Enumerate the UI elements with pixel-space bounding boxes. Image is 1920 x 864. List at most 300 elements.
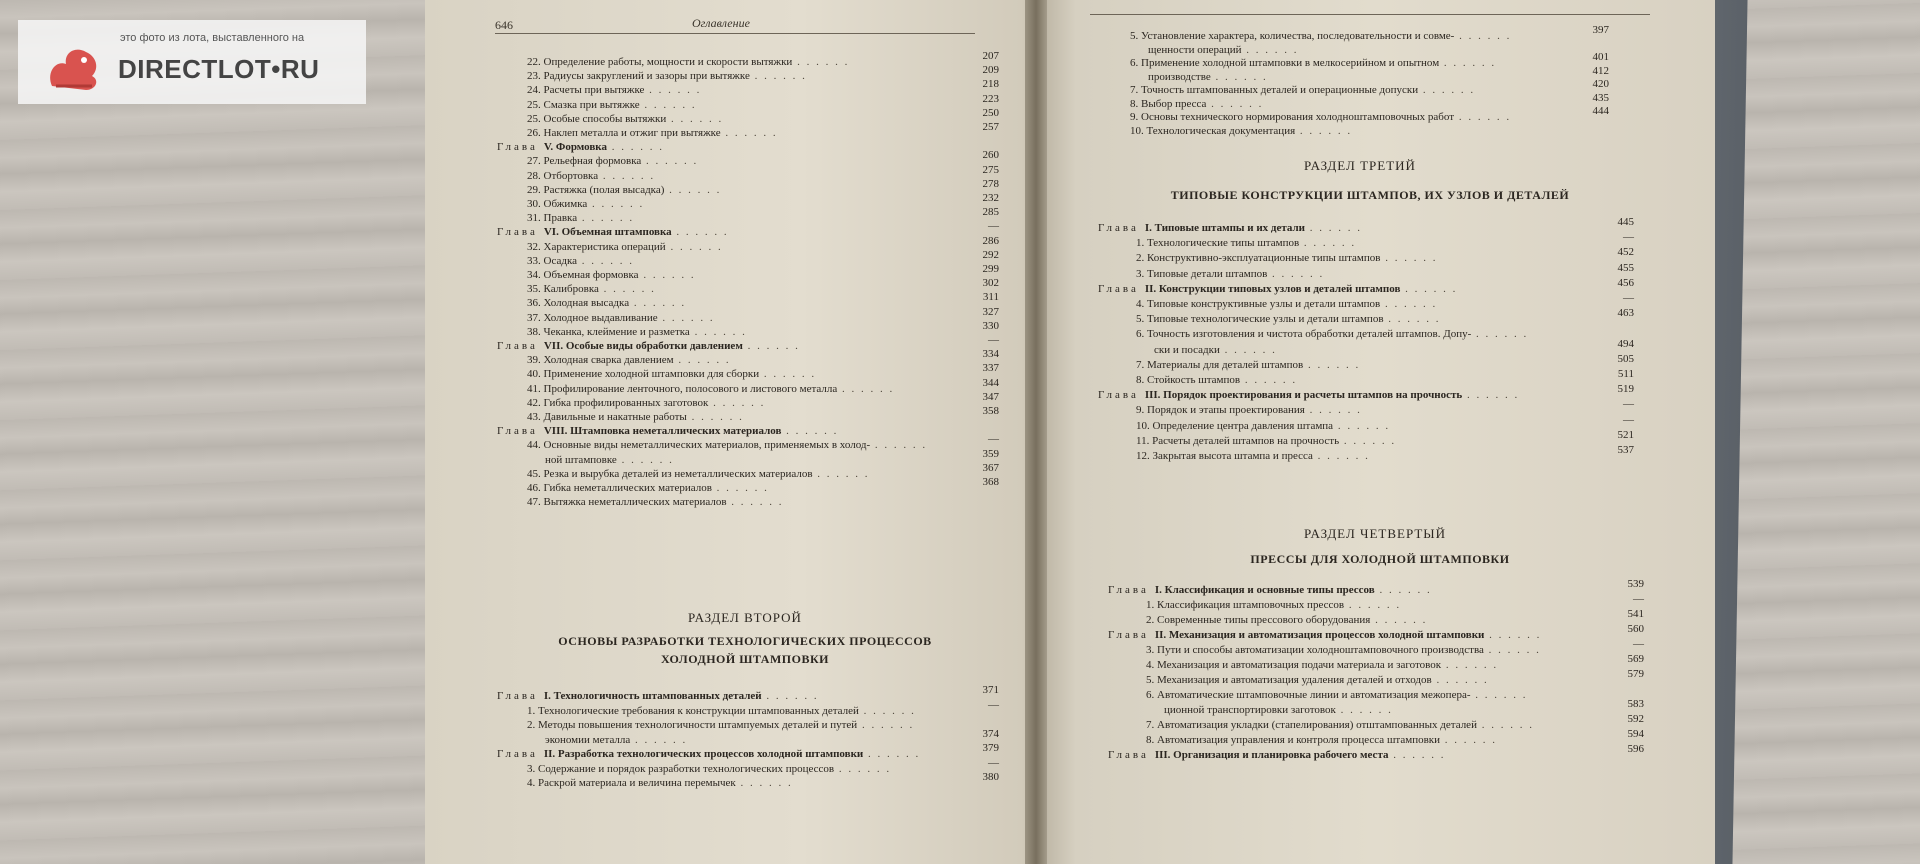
toc-page-number: 374 <box>982 727 999 740</box>
leader-dots: . . . . . . <box>720 127 778 139</box>
toc-page-number: 539 <box>1627 578 1644 590</box>
leader-dots: . . . . . . <box>686 411 744 423</box>
leader-dots: . . . . . . <box>1418 84 1476 96</box>
leader-dots: . . . . . . <box>792 56 850 68</box>
toc-page-number: 223 <box>982 92 999 105</box>
chapter-label: Глава <box>497 141 538 154</box>
section-heading: РАЗДЕЛ ВТОРОЙ <box>688 610 802 625</box>
leader-dots: . . . . . . <box>1210 70 1268 83</box>
toc-entry-row <box>527 705 987 717</box>
toc-entry-row <box>1136 252 1626 264</box>
toc-chapter-row <box>497 748 957 760</box>
toc-entry-row <box>1130 57 1600 69</box>
toc-entry-text: 26. Наклеп металла и отжиг при вытяжке <box>527 127 721 139</box>
book-gutter <box>1025 0 1047 864</box>
toc-entry-row <box>1146 644 1636 656</box>
toc-entry-text: 46. Гибка неметаллических материалов <box>527 482 712 494</box>
toc-chapter-row <box>497 425 957 437</box>
toc-page-number: — <box>1623 413 1634 426</box>
watermark-caption: это фото из лота, выставленного на <box>120 32 305 44</box>
toc-entry-row <box>527 439 987 451</box>
toc-entry-row <box>527 312 987 324</box>
leader-dots: . . . . . . <box>1470 689 1528 701</box>
toc-page-number: 209 <box>982 64 999 77</box>
leader-dots: . . . . . . <box>1344 599 1402 611</box>
toc-entry-row <box>527 255 987 267</box>
leader-dots: . . . . . . <box>598 169 656 182</box>
toc-page-number: 444 <box>1592 105 1609 117</box>
toc-chapter-row <box>1098 389 1588 401</box>
toc-page-number: 278 <box>982 177 999 190</box>
leader-dots: . . . . . . <box>666 112 724 125</box>
leader-dots: . . . . . . <box>1388 749 1446 761</box>
toc-page-number: 412 <box>1592 64 1609 77</box>
toc-page-number: 397 <box>1592 24 1609 36</box>
leader-dots: . . . . . . <box>837 382 895 395</box>
running-title: Оглавление <box>692 16 750 30</box>
toc-page-number: 569 <box>1627 653 1644 665</box>
toc-page-number: 445 <box>1617 216 1634 228</box>
leader-dots: . . . . . . <box>1370 614 1428 626</box>
toc-entry-text: 3. Содержание и порядок разработки технологических процессов <box>527 762 835 775</box>
toc-entry-text: 6. Автоматические штамповочные линии и автоматизация межопера- <box>1146 689 1471 701</box>
leader-dots: . . . . . . <box>1339 434 1397 447</box>
toc-page-number: 380 <box>982 771 999 783</box>
toc-entry-row <box>1136 359 1626 371</box>
toc-page-number: 250 <box>982 106 999 119</box>
leader-dots: . . . . . . <box>1240 374 1298 386</box>
chapter-label: Глава <box>1108 629 1149 641</box>
toc-page-number: — <box>988 334 999 346</box>
toc-page-number: — <box>1623 398 1634 411</box>
page-number: 646 <box>495 18 513 32</box>
toc-entry-row <box>545 734 1005 746</box>
toc-entry-row <box>527 70 987 82</box>
chapter-label: Глава <box>497 226 538 239</box>
leader-dots: . . . . . . <box>1483 644 1541 656</box>
toc-entry-text: ционной транспортировки заготовок <box>1164 704 1336 716</box>
leader-dots: . . . . . . <box>664 183 722 196</box>
leader-dots: . . . . . . <box>735 777 793 789</box>
toc-entry-row <box>545 454 1005 466</box>
toc-entry-text: VIII. Штамповка неметаллических материалов <box>543 425 782 438</box>
toc-entry-row <box>527 155 987 167</box>
toc-entry-text: 7. Материалы для деталей штампов <box>1136 358 1304 371</box>
toc-page-number: 344 <box>982 376 999 389</box>
leader-dots: . . . . . . <box>1400 282 1458 295</box>
leader-dots: . . . . . . <box>644 84 702 97</box>
toc-entry-row <box>527 368 987 380</box>
toc-entry-row <box>527 496 987 508</box>
toc-entry-text: 38. Чеканка, клеймение и разметка <box>527 325 690 338</box>
leader-dots: . . . . . . <box>598 283 656 296</box>
section-title: ПРЕССЫ ДЛЯ ХОЛОДНОЙ ШТАМПОВКИ <box>1250 552 1510 566</box>
toc-entry-row <box>527 411 987 423</box>
toc-page-number: 401 <box>1592 51 1609 63</box>
toc-entry-row <box>527 719 987 731</box>
toc-page-number: 537 <box>1617 444 1634 456</box>
toc-entry-text: 30. Обжимка <box>527 198 588 210</box>
leader-dots: . . . . . . <box>1303 358 1361 371</box>
toc-page-number: 218 <box>982 78 999 91</box>
leader-dots: . . . . . . <box>1476 719 1534 731</box>
toc-entry-text: производстве <box>1148 70 1211 83</box>
toc-entry-row <box>527 184 987 196</box>
toc-entry-text: 4. Типовые конструктивные узлы и детали штампов <box>1136 298 1381 310</box>
toc-entry-text: II. Конструкции типовых узлов и деталей штампов <box>1144 282 1401 295</box>
toc-entry-row <box>1136 298 1626 310</box>
toc-entry-row <box>1148 71 1618 83</box>
leader-dots: . . . . . . <box>749 70 807 83</box>
toc-page-number: 260 <box>982 149 999 162</box>
toc-page-number: — <box>988 220 999 233</box>
toc-chapter-row <box>1108 584 1598 596</box>
leader-dots: . . . . . . <box>870 439 928 452</box>
toc-entry-row <box>1136 313 1626 325</box>
toc-page-number: 292 <box>982 248 999 261</box>
toc-entry-row <box>1130 30 1600 42</box>
toc-entry-text: 6. Применение холодной штамповки в мелкосерийном и опытном <box>1130 57 1440 69</box>
toc-page-number: 286 <box>982 234 999 247</box>
toc-page-number: 207 <box>982 50 999 62</box>
toc-page-number: 334 <box>982 348 999 361</box>
toc-entry-text: 6. Точность изготовления и чистота обработки деталей штампов. Допу- <box>1136 328 1472 341</box>
toc-page-number: 494 <box>1617 337 1634 350</box>
toc-entry-row <box>527 326 987 338</box>
leader-dots: . . . . . . <box>1454 30 1512 42</box>
chapter-label: Глава <box>1098 282 1139 295</box>
toc-entry-text: 37. Холодное выдавливание <box>527 311 658 324</box>
toc-page-number: 511 <box>1617 368 1634 380</box>
toc-entry-text: 12. Закрытая высота штампа и пресса <box>1136 450 1313 462</box>
leader-dots: . . . . . . <box>671 226 729 239</box>
section-title: ТИПОВЫЕ КОНСТРУКЦИИ ШТАМПОВ, ИХ УЗЛОВ И ДЕТАЛЕЙ <box>1170 188 1570 202</box>
toc-chapter-row <box>1108 629 1598 641</box>
toc-page-number: 299 <box>982 263 999 275</box>
toc-entry-text: III. Организация и планировка рабочего места <box>1154 749 1389 761</box>
leader-dots: . . . . . . <box>577 254 634 267</box>
leader-dots: . . . . . . <box>1241 43 1299 56</box>
toc-entry-text: 4. Механизация и автоматизация подачи материала и заготовок <box>1146 659 1442 671</box>
leader-dots: . . . . . . <box>1206 97 1264 110</box>
toc-entry-text: VI. Объемная штамповка <box>543 226 672 239</box>
toc-page-number: — <box>988 756 999 769</box>
leader-dots: . . . . . . <box>1462 389 1520 402</box>
toc-page-number: 420 <box>1592 78 1609 90</box>
toc-page-number: 330 <box>982 319 999 332</box>
toc-page-number: 579 <box>1627 668 1644 680</box>
toc-entry-row <box>527 269 987 281</box>
toc-entry-text: 24. Расчеты при вытяжке <box>527 84 645 97</box>
toc-entry-text: II. Механизация и автоматизация процессов холодной штамповки <box>1154 629 1485 641</box>
leader-dots: . . . . . . <box>1333 419 1391 432</box>
toc-entry-row <box>527 99 987 111</box>
toc-page-number: — <box>1623 292 1634 304</box>
section-heading: РАЗДЕЛ ТРЕТИЙ <box>1304 158 1416 173</box>
leader-dots: . . . . . . <box>1380 252 1438 265</box>
leader-dots: . . . . . . <box>1431 674 1489 686</box>
toc-page-number: 463 <box>1617 307 1634 320</box>
toc-page-number: — <box>1633 638 1644 650</box>
leader-dots: . . . . . . <box>726 496 784 509</box>
toc-entry-row <box>527 56 987 68</box>
toc-entry-text: 3. Пути и способы автоматизации холодноштамповочного производства <box>1146 644 1484 656</box>
toc-page-number: — <box>1633 593 1644 605</box>
leader-dots: . . . . . . <box>689 325 747 338</box>
toc-entry-row <box>527 84 987 96</box>
toc-entry-text: 7. Точность штампованных деталей и операционные допуски <box>1130 84 1419 96</box>
toc-page-number: 232 <box>982 192 999 204</box>
leader-dots: . . . . . . <box>1299 237 1357 250</box>
leader-dots: . . . . . . <box>1441 659 1499 671</box>
toc-entry-text: 27. Рельефная формовка <box>527 155 642 168</box>
toc-page-number: 358 <box>982 405 999 417</box>
leader-dots: . . . . . . <box>1312 450 1370 462</box>
leader-dots: . . . . . . <box>616 453 674 466</box>
toc-page-number: 311 <box>982 291 999 304</box>
toc-chapter-row <box>497 340 957 352</box>
toc-page-number: 257 <box>982 121 999 133</box>
toc-entry-row <box>1164 704 1654 716</box>
toc-page-number: 592 <box>1627 713 1644 725</box>
header-rule <box>495 33 975 34</box>
toc-entry-text: 25. Смазка при вытяжке <box>527 98 640 111</box>
toc-entry-row <box>1136 237 1626 249</box>
leader-dots: . . . . . . <box>638 269 696 281</box>
toc-entry-text: I. Классификация и основные типы прессов <box>1154 584 1375 596</box>
leader-dots: . . . . . . <box>1304 404 1362 417</box>
toc-entry-text: 2. Конструктивно-эксплуатационные типы штампов <box>1136 252 1381 265</box>
toc-entry-text: 11. Расчеты деталей штампов на прочность <box>1136 434 1340 447</box>
toc-entry-text: 43. Давильные и накатные работы <box>527 411 687 423</box>
leader-dots: . . . . . . <box>1335 704 1393 716</box>
toc-entry-text: 3. Типовые детали штампов <box>1136 267 1268 280</box>
toc-entry-row <box>527 127 987 139</box>
toc-entry-row <box>1146 674 1636 686</box>
toc-entry-text: 40. Применение холодной штамповки для сборки <box>527 368 760 381</box>
leader-dots: . . . . . . <box>1380 298 1438 310</box>
toc-entry-row <box>527 468 987 480</box>
toc-page-number: 367 <box>982 461 999 474</box>
section-title: ОСНОВЫ РАЗРАБОТКИ ТЕХНОЛОГИЧЕСКИХ ПРОЦЕССОВ ХОЛОДНОЙ ШТАМПОВКИ <box>558 634 932 666</box>
chapter-label: Глава <box>1108 584 1149 596</box>
toc-chapter-row <box>1098 283 1588 295</box>
chapter-label: Глава <box>497 425 538 438</box>
toc-entry-text: 23. Радиусы закруглений и зазоры при вытяжке <box>527 70 750 83</box>
toc-chapter-row <box>1098 222 1588 234</box>
leader-dots: . . . . . . <box>606 141 664 154</box>
toc-entry-row <box>527 212 987 224</box>
toc-entry-text: 42. Гибка профилированных заготовок <box>527 396 709 409</box>
toc-entry-text: 1. Классификация штамповочных прессов <box>1146 599 1345 611</box>
chapter-label: Глава <box>1098 222 1139 234</box>
leader-dots: . . . . . . <box>742 340 800 352</box>
watermark-brand: DIRECTLOT•RU <box>118 54 320 84</box>
leader-dots: . . . . . . <box>857 719 915 731</box>
toc-entry-text: I. Типовые штампы и их детали <box>1144 222 1306 234</box>
toc-entry-text: 44. Основные виды неметаллических материалов, применяемых в холод- <box>527 439 871 452</box>
toc-page-number: 337 <box>982 362 999 375</box>
leader-dots: . . . . . . <box>761 690 819 702</box>
toc-entry-row <box>1146 659 1636 671</box>
toc-entry-text: 1. Технологические требования к конструкции штампованных деталей <box>527 704 859 717</box>
leader-dots: . . . . . . <box>812 467 870 480</box>
toc-entry-text: II. Разработка технологических процессов холодной штамповки <box>543 748 864 760</box>
chapter-label: Глава <box>497 690 538 702</box>
toc-entry-row <box>1146 734 1636 746</box>
toc-page-number: 379 <box>982 742 999 754</box>
toc-entry-text: 45. Резка и вырубка деталей из неметаллических материалов <box>527 467 813 480</box>
toc-entry-text: 29. Растяжка (полая высадка) <box>527 183 665 196</box>
toc-entry-row <box>1136 404 1626 416</box>
toc-page-number: — <box>1623 231 1634 244</box>
chapter-label: Глава <box>1108 749 1149 761</box>
toc-entry-row <box>1148 44 1618 56</box>
toc-entry-text: 8. Стойкость штампов <box>1136 374 1241 386</box>
toc-page-number: 596 <box>1627 743 1644 755</box>
toc-entry-row <box>1146 719 1636 731</box>
toc-entry-row <box>527 763 987 775</box>
toc-entry-text: 22. Определение работы, мощности и скорости вытяжки <box>527 56 793 68</box>
toc-entry-row <box>527 354 987 366</box>
toc-entry-text: 36. Холодная высадка <box>527 297 630 310</box>
toc-entry-row <box>527 383 987 395</box>
toc-page-number: 359 <box>982 447 999 460</box>
toc-page-number: 505 <box>1617 352 1634 365</box>
toc-entry-text: 5. Типовые технологические узлы и детали штампов <box>1136 313 1384 326</box>
leader-dots: . . . . . . <box>1295 124 1353 137</box>
leader-dots: . . . . . . <box>1454 111 1512 123</box>
toc-page-number: 368 <box>982 476 999 488</box>
toc-entry-text: 2. Современные типы прессового оборудования <box>1146 614 1371 626</box>
toc-page-number: 371 <box>982 684 999 696</box>
watermark <box>18 20 366 104</box>
toc-entry-text: 2. Методы повышения технологичности штампуемых деталей и путей <box>527 719 858 731</box>
toc-page-number: 541 <box>1627 608 1644 620</box>
toc-entry-row <box>1130 98 1600 110</box>
toc-entry-text: 9. Порядок и этапы проектирования <box>1136 404 1305 417</box>
chapter-label: Глава <box>1098 389 1139 402</box>
toc-entry-row <box>1146 614 1636 626</box>
toc-page-number: 456 <box>1617 276 1634 289</box>
squirrel-logo-icon <box>42 42 108 94</box>
toc-page-number: — <box>988 433 999 446</box>
leader-dots: . . . . . . <box>834 762 892 775</box>
chapter-label: Глава <box>497 340 538 352</box>
leader-dots: . . . . . . <box>577 212 635 225</box>
toc-entry-row <box>1154 344 1644 356</box>
toc-page-number: 347 <box>982 390 999 403</box>
toc-entry-text: 28. Отбортовка <box>527 169 599 182</box>
leader-dots: . . . . . . <box>708 396 766 409</box>
toc-entry-text: 25. Особые способы вытяжки <box>527 112 667 125</box>
chapter-label: Глава <box>497 748 538 760</box>
toc-page-number: 455 <box>1617 261 1634 274</box>
toc-entry-text: 31. Правка <box>527 212 578 225</box>
toc-entry-row <box>527 113 987 125</box>
leader-dots: . . . . . . <box>1374 584 1432 596</box>
leader-dots: . . . . . . <box>673 354 731 367</box>
leader-dots: . . . . . . <box>657 311 715 324</box>
toc-entry-row <box>1136 374 1626 386</box>
leader-dots: . . . . . . <box>858 704 916 717</box>
toc-page-number: 519 <box>1617 383 1634 396</box>
toc-page-number: 275 <box>982 163 999 176</box>
toc-entry-row <box>1136 328 1626 340</box>
leader-dots: . . . . . . <box>641 155 699 168</box>
toc-page-number: 452 <box>1617 246 1634 259</box>
leader-dots: . . . . . . <box>1219 343 1277 356</box>
toc-entry-text: 34. Объемная формовка <box>527 269 639 281</box>
toc-entry-text: экономии металла <box>545 733 631 746</box>
toc-entry-text: 5. Механизация и автоматизация удаления деталей и отходов <box>1146 674 1432 686</box>
leader-dots: . . . . . . <box>781 425 839 438</box>
toc-chapter-row <box>497 141 957 153</box>
toc-entry-row <box>527 482 987 494</box>
toc-page-number: 594 <box>1627 728 1644 740</box>
toc-chapter-row <box>497 226 957 238</box>
toc-page-number: 435 <box>1592 91 1609 104</box>
leader-dots: . . . . . . <box>1440 734 1498 746</box>
toc-page-number: 327 <box>982 305 999 318</box>
toc-entry-text: 33. Осадка <box>527 254 577 267</box>
toc-entry-row <box>527 777 987 789</box>
toc-entry-row <box>527 198 987 210</box>
toc-entry-row <box>1136 450 1626 462</box>
toc-entry-row <box>527 397 987 409</box>
toc-entry-text: 39. Холодная сварка давлением <box>527 354 674 367</box>
toc-entry-text: 35. Калибровка <box>527 283 599 296</box>
leader-dots: . . . . . . <box>1383 313 1441 326</box>
leader-dots: . . . . . . <box>1471 328 1529 341</box>
toc-entry-row <box>1146 599 1636 611</box>
leader-dots: . . . . . . <box>1267 267 1325 280</box>
toc-page-number: 521 <box>1617 428 1634 441</box>
toc-entry-row <box>1130 84 1600 96</box>
leader-dots: . . . . . . <box>639 98 697 111</box>
toc-chapter-row <box>1108 749 1598 761</box>
leader-dots: . . . . . . <box>1484 629 1542 641</box>
toc-entry-row <box>1136 268 1626 280</box>
toc-entry-row <box>1136 435 1626 447</box>
toc-entry-text: щенности операций <box>1148 43 1242 56</box>
toc-entry-text: VII. Особые виды обработки давлением <box>543 340 743 352</box>
toc-entry-text: 8. Выбор пресса <box>1130 97 1207 110</box>
toc-entry-text: 47. Вытяжка неметаллических материалов <box>527 496 727 509</box>
leader-dots: . . . . . . <box>711 482 769 494</box>
header-rule-right <box>1090 14 1650 15</box>
toc-entry-text: III. Порядок проектирования и расчеты штампов на прочность <box>1144 389 1463 402</box>
toc-chapter-row <box>497 690 957 702</box>
toc-page-number: 285 <box>982 206 999 219</box>
toc-entry-text: 9. Основы технического нормирования холодноштамповочных работ <box>1130 111 1455 123</box>
toc-entry-text: 10. Определение центра давления штампа <box>1136 419 1334 432</box>
toc-entry-row <box>1146 689 1636 701</box>
toc-entry-text: 8. Автоматизация управления и контроля процесса штамповки <box>1146 734 1441 746</box>
toc-entry-text: 10. Технологическая документация <box>1130 124 1296 137</box>
toc-entry-text: 4. Раскрой материала и величина перемычек <box>527 777 736 789</box>
leader-dots: . . . . . . <box>1305 222 1363 234</box>
toc-entry-text: ной штамповке <box>545 453 617 466</box>
toc-entry-row <box>1136 420 1626 432</box>
toc-entry-row <box>527 297 987 309</box>
toc-page-number: 583 <box>1627 698 1644 710</box>
toc-entry-row <box>527 283 987 295</box>
toc-entry-row <box>1130 111 1600 123</box>
toc-page-number: 560 <box>1627 623 1644 635</box>
toc-entry-text: ски и посадки <box>1154 343 1220 356</box>
toc-entry-text: 7. Автоматизация укладки (стапелирования) отштампованных деталей <box>1146 719 1477 731</box>
